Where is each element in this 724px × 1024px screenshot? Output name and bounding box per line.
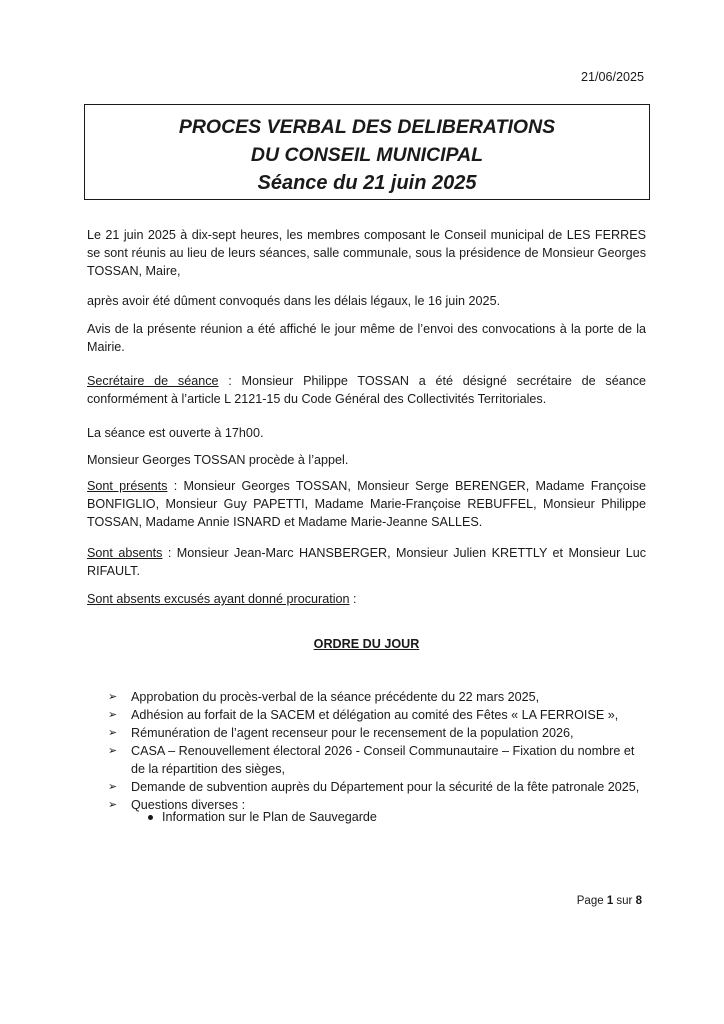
proxy-text: : bbox=[349, 592, 357, 606]
secretary-label: Secrétaire de séance bbox=[87, 374, 219, 388]
opening-paragraph: La séance est ouverte à 17h00. bbox=[87, 426, 264, 440]
absent-text: : Monsieur Jean-Marc HANSBERGER, Monsieur Julien KRETTLY et Monsieur Luc RIFAULT. bbox=[87, 546, 646, 578]
page-number: Page 1 sur 8 bbox=[576, 895, 642, 907]
arrow-bullet-icon: ➢ bbox=[108, 709, 118, 721]
arrow-bullet-icon: ➢ bbox=[108, 745, 118, 757]
present-text: : Monsieur Georges TOSSAN, Monsieur Serge BERENGER, Madame Françoise BONFIGLIO, Monsieur Guy PAPETTI, Madame Marie-Françoise REBUFFEL, Monsieur Philippe TOSSAN, Madame Annie ISNARD et Madame Marie-Jeanne SALLES. bbox=[87, 479, 646, 529]
absent-label: Sont absents bbox=[87, 546, 163, 560]
agenda-item: ➢ Demande de subvention auprès du Département pour la sécurité de la fête patronale 2025, bbox=[108, 780, 640, 794]
agenda-item: ➢ Adhésion au forfait de la SACEM et délégation au comité des Fêtes « LA FERROISE », bbox=[108, 708, 619, 722]
notice-paragraph: Avis de la présente réunion a été affiché le jour même de l’envoi des convocations à la porte de la Mairie. bbox=[87, 322, 646, 354]
agenda-list bbox=[108, 688, 648, 814]
agenda-item: ➢ Rémunération de l’agent recenseur pour le recensement de la population 2026, bbox=[108, 726, 574, 740]
proxy-label: Sont absents excusés ayant donné procuration bbox=[87, 592, 350, 606]
agenda-item: ➢ CASA – Renouvellement électoral 2026 - Conseil Communautaire – Fixation du nombre et de la répartition des sièges, bbox=[108, 744, 635, 776]
absent-paragraph bbox=[87, 544, 646, 580]
present-paragraph bbox=[87, 477, 646, 531]
roll-call-paragraph: Monsieur Georges TOSSAN procède à l’appel. bbox=[87, 453, 349, 467]
agenda-heading: ORDRE DU JOUR bbox=[313, 637, 420, 651]
present-label: Sont présents bbox=[87, 479, 168, 493]
document-date: 21/06/2025 bbox=[580, 70, 644, 84]
title-line-3: Séance du 21 juin 2025 bbox=[257, 172, 477, 194]
title-line-2: DU CONSEIL MUNICIPAL bbox=[250, 144, 484, 166]
agenda-item: ➢ Approbation du procès-verbal de la séance précédente du 22 mars 2025, bbox=[108, 690, 540, 704]
intro-paragraph: Le 21 juin 2025 à dix-sept heures, les membres composant le Conseil municipal de LES FERRES se sont réunis au lieu de leurs séances, salle communale, sous la présidence de Monsieur Georges TOSSAN, Maire, bbox=[87, 228, 646, 278]
secretary-text: : Monsieur Philippe TOSSAN a été désigné secrétaire de séance conformément à l’article L 2121-15 du Code Général des Collectivités Territoriales. bbox=[87, 374, 647, 406]
agenda-subitem: Information sur le Plan de Sauvegarde bbox=[148, 808, 628, 826]
dot-bullet-icon bbox=[148, 815, 153, 820]
proxy-paragraph bbox=[87, 590, 646, 608]
arrow-bullet-icon: ➢ bbox=[108, 691, 118, 703]
title-box bbox=[84, 104, 650, 200]
title-line-1: PROCES VERBAL DES DELIBERATIONS bbox=[178, 116, 556, 138]
arrow-bullet-icon: ➢ bbox=[108, 781, 118, 793]
arrow-bullet-icon: ➢ bbox=[108, 799, 118, 811]
secretary-paragraph bbox=[87, 372, 646, 408]
convocation-paragraph: après avoir été dûment convoqués dans les délais légaux, le 16 juin 2025. bbox=[87, 294, 501, 308]
agenda-item: ➢ Questions diverses : bbox=[108, 798, 246, 812]
arrow-bullet-icon: ➢ bbox=[108, 727, 118, 739]
